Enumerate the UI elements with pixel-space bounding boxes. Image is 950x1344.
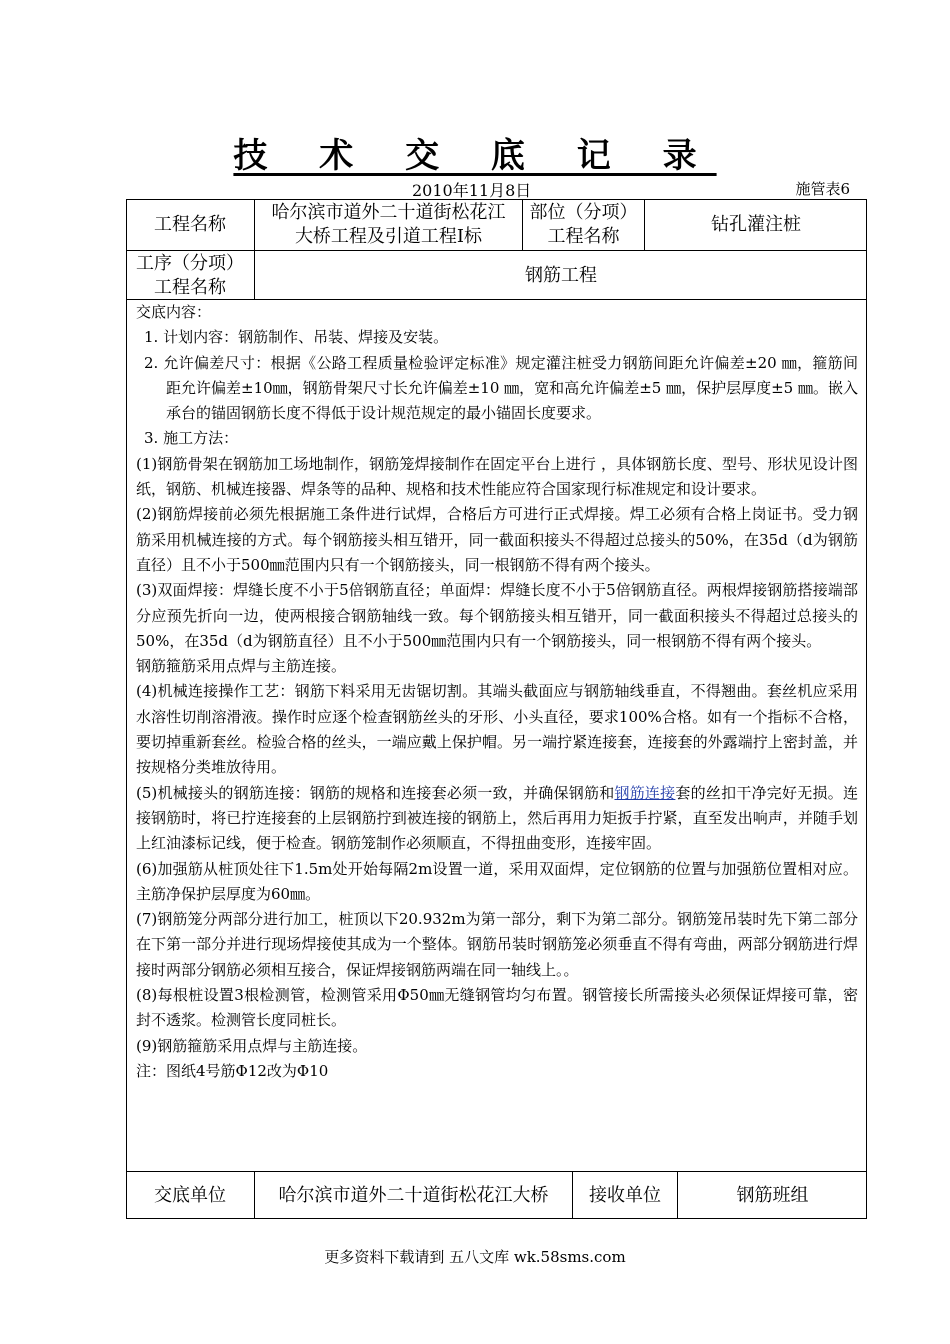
method-4: (4)机械连接操作工艺：钢筋下料采用无齿锯切割。其端头截面应与钢筋轴线垂直，不得翘曲。套丝机应采用水溶性切削溶滑液。操作时应逐个检查钢筋丝头的牙形、小头直径，要求100%合格。如有一个指标不合格，要切掉重新套丝。检验合格的丝头，一端应戴上保护帽。另一端拧紧连接套，连接套的外露端拧上密封盖，并按规格分类堆放待用。 bbox=[136, 682, 858, 777]
project-name-value bbox=[255, 199, 522, 251]
part-label-line1: 部位（分项） bbox=[529, 202, 638, 223]
receiving-unit-label: 接收单位 bbox=[589, 1184, 661, 1206]
process-label-line2: 工程名称 bbox=[154, 276, 226, 298]
method-5-text-a: (5)机械接头的钢筋连接：钢筋的规格和连接套必须一致，并确保钢筋和 bbox=[136, 783, 615, 802]
method-3-note: 钢筋箍筋采用点焊与主筋连接。 bbox=[136, 657, 347, 676]
process-name-label bbox=[126, 251, 254, 300]
process-name-value: 钢筋工程 bbox=[525, 264, 597, 286]
method-9: (9)钢筋箍筋采用点焊与主筋连接。 bbox=[136, 1036, 368, 1055]
method-5 bbox=[136, 781, 858, 857]
method-5-text-b: 套的丝扣干净完好无损。连接钢筋时，将已拧连接套的上层钢筋拧到被连接的钢筋上，然后再用力矩扳手拧紧，直至发出响声，并随手划上红油漆标记线，便于检查。钢筋笼制作必须顺直，不得扭曲变形，连接牢固。 bbox=[136, 783, 858, 853]
footer-source: 更多资料下载请到 五八文库 wk.58sms.com bbox=[324, 1248, 626, 1266]
process-label-line1: 工序（分项） bbox=[136, 252, 244, 274]
content-note: 注：图纸4号筋Φ12改为Φ10 bbox=[136, 1061, 329, 1080]
handover-content bbox=[136, 300, 858, 1084]
method-2: (2)钢筋焊接前必须先根据施工条件进行试焊，合格后方可进行正式焊接。焊工必须有合格上岗证书。受力钢筋采用机械连接的方式。每个钢筋接头相互错开，同一截面积接头不得超过总接头的50%，在35d（d为钢筋直径）且不小于500㎜范围内只有一个钢筋接头，同一根钢筋不得有两个接头。 bbox=[136, 505, 858, 574]
rebar-connection-link[interactable]: 钢筋连接 bbox=[614, 783, 676, 802]
form-number: 施管表6 bbox=[795, 180, 850, 198]
content-item-3: 3. 施工方法： bbox=[144, 429, 239, 448]
handover-unit-value: 哈尔滨市道外二十道街松花江大桥 bbox=[278, 1184, 549, 1206]
record-date: 2010年11月8日 bbox=[412, 181, 532, 200]
project-name-label: 工程名称 bbox=[154, 214, 226, 235]
project-name-line1: 哈尔滨市道外二十道街松花江 bbox=[271, 202, 506, 223]
part-name-value: 钻孔灌注桩 bbox=[711, 214, 801, 235]
method-1: (1)钢筋骨架在钢筋加工场地制作，钢筋笼焊接制作在固定平台上进行 ，具体钢筋长度、型号、形状见设计图纸，钢筋、机械连接器、焊条等的品种、规格和技术性能应符合国家现行标准规定和设计要求。 bbox=[136, 454, 858, 499]
method-7: (7)钢筋笼分两部分进行加工，桩顶以下20.932m为第一部分，剩下为第二部分。钢筋笼吊装时先下第二部分在下第一部分并进行现场焊接使其成为一个整体。钢筋吊装时钢筋笼必须垂直不得有弯曲，两部分钢筋进行焊接时两部分钢筋必须相互接合，保证焊接钢筋两端在同一轴线上。。 bbox=[136, 910, 858, 979]
part-name-label bbox=[523, 199, 644, 251]
method-3: (3)双面焊接：焊缝长度不小于5倍钢筋直径；单面焊：焊缝长度不小于5倍钢筋直径。两根焊接钢筋搭接端部分应预先折向一边，使两根接合钢筋轴线一致。每个钢筋接头相互错开，同一截面积接头不得超过总接头的50%，在35d（d为钢筋直径）且不小于500㎜范围内只有一个钢筋接头，同一根钢筋不得有两个接头。 bbox=[136, 581, 858, 650]
receiving-unit-value: 钢筋班组 bbox=[736, 1184, 809, 1206]
project-name-line2: 大桥工程及引道工程Ⅰ标 bbox=[294, 226, 483, 247]
method-8: (8)每根桩设置3根检测管，检测管采用Φ50㎜无缝钢管均匀布置。钢管接长所需接头必须保证焊接可靠，密封不透浆。检测管长度同桩长。 bbox=[136, 986, 858, 1030]
document-title: 技 术 交 底 记 录 bbox=[233, 136, 717, 176]
content-item-1: 1. 计划内容：钢筋制作、吊装、焊接及安装。 bbox=[144, 328, 449, 347]
method-6: (6)加强筋从桩顶处往下1.5m处开始每隔2m设置一道，采用双面焊，定位钢筋的位置与加强筋位置相对应。主筋净保护层厚度为60㎜。 bbox=[136, 859, 858, 903]
handover-unit-label: 交底单位 bbox=[154, 1184, 226, 1206]
part-label-line2: 工程名称 bbox=[547, 226, 620, 247]
content-item-2: 2. 允许偏差尺寸：根据《公路工程质量检验评定标准》规定灌注桩受力钢筋间距允许偏差±20 ㎜，箍筋间距允许偏差±10㎜，钢筋骨架尺寸长允许偏差±10 ㎜，宽和高允许偏差±5 ㎜，保护层厚度±5 ㎜。嵌入承台的锚固钢筋长度不得低于设计规范规定的最小锚固长度要求。 bbox=[144, 353, 858, 423]
content-heading: 交底内容： bbox=[136, 303, 212, 321]
